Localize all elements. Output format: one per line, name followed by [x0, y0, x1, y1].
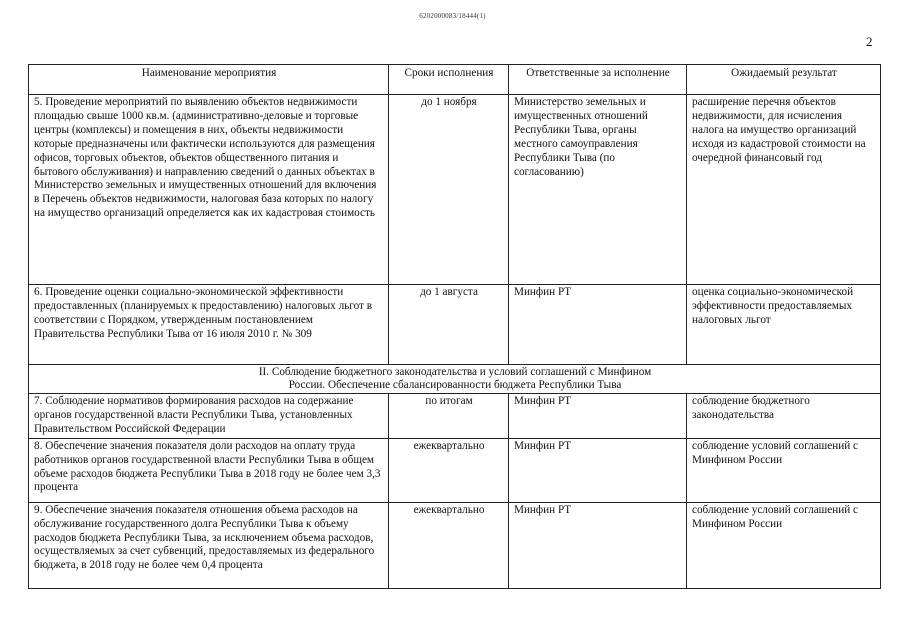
section-row	[29, 365, 881, 394]
document-id: 6202000083/18444(1)	[419, 12, 486, 20]
row-result: оценка социально-экономической эффективности предоставляемых налоговых льгот	[687, 285, 881, 365]
row-deadline: ежеквартально	[389, 502, 509, 588]
page-number: 2	[866, 34, 873, 49]
row-result: соблюдение условий соглашений с Минфином России	[687, 438, 881, 502]
table-row	[29, 502, 881, 588]
row-name: 5. Проведение мероприятий по выявлению объектов недвижимости площадью свыше 1000 кв.м. (административно-деловые и торговые центры (комплексы) и помещения в них, объекты недвижимости которые предназначены или фактически используются для размещения офисов, торговых объектов, объектов общественного питания и бытового обслуживания) и направлению сведений о данных объектах в Министерство земельных и имущественных отношений для включения в Перечень объектов недвижимости, налоговая база которых по налогу на имущество организаций определяется как их кадастровая стоимость	[29, 95, 389, 285]
row-deadline: до 1 августа	[389, 285, 509, 365]
row-responsible: Минфин РТ	[509, 285, 687, 365]
row-result: соблюдение условий соглашений с Минфином России	[687, 502, 881, 588]
row-deadline: по итогам	[389, 394, 509, 439]
table-row	[29, 95, 881, 285]
row-name: 6. Проведение оценки социально-экономической эффективности предоставленных (планируемых к предоставлению) налоговых льгот в соответствии с Порядком, утвержденным постановлением Правительства Республики Тыва от 16 июля 2010 г. № 309	[29, 285, 389, 365]
row-result: расширение перечня объектов недвижимости, для исчисления налога на имущество организаций исходя из кадастровой стоимости на очередной финансовый год	[687, 95, 881, 285]
row-result: соблюдение бюджетного законодательства	[687, 394, 881, 439]
table-row	[29, 438, 881, 502]
table-row	[29, 285, 881, 365]
header-responsible: Ответственные за исполнение	[509, 65, 687, 95]
section-heading-line2: России. Обеспечение сбалансированности бюджета Республики Тыва	[288, 379, 622, 391]
row-name: 7. Соблюдение нормативов формирования расходов на содержание органов государственной власти Республики Тыва, установленных Правительством Российской Федерации	[29, 394, 389, 439]
row-name: 9. Обеспечение значения показателя отношения объема расходов на обслуживание государственного долга Республики Тыва к объему расходов бюджета Республики Тыва, за исключением объема расходов, осуществляемых за счет субвенций, предоставляемых из федерального бюджета, в 2018 году не более чем 0,4 процента	[29, 502, 389, 588]
table-header-row	[29, 65, 881, 95]
row-responsible: Минфин РТ	[509, 394, 687, 439]
row-responsible: Министерство земельных и имущественных отношений Республики Тыва, органы местного самоуправления Республики Тыва (по согласованию)	[509, 95, 687, 285]
table-row	[29, 394, 881, 439]
section-heading	[29, 365, 881, 394]
section-heading-line1: II. Соблюдение бюджетного законодательства и условий соглашений с Минфином	[258, 366, 652, 378]
measures-table	[28, 64, 881, 589]
row-responsible: Минфин РТ	[509, 438, 687, 502]
row-deadline: до 1 ноября	[389, 95, 509, 285]
header-name: Наименование мероприятия	[29, 65, 389, 95]
row-name: 8. Обеспечение значения показателя доли расходов на оплату труда работников органов государственной власти Республики Тыва в общем объеме расходов бюджета Республики Тыва в 2018 году не более чем 3,3 процента	[29, 438, 389, 502]
header-result: Ожидаемый результат	[687, 65, 881, 95]
row-deadline: ежеквартально	[389, 438, 509, 502]
header-deadline: Сроки исполнения	[389, 65, 509, 95]
row-responsible: Минфин РТ	[509, 502, 687, 588]
